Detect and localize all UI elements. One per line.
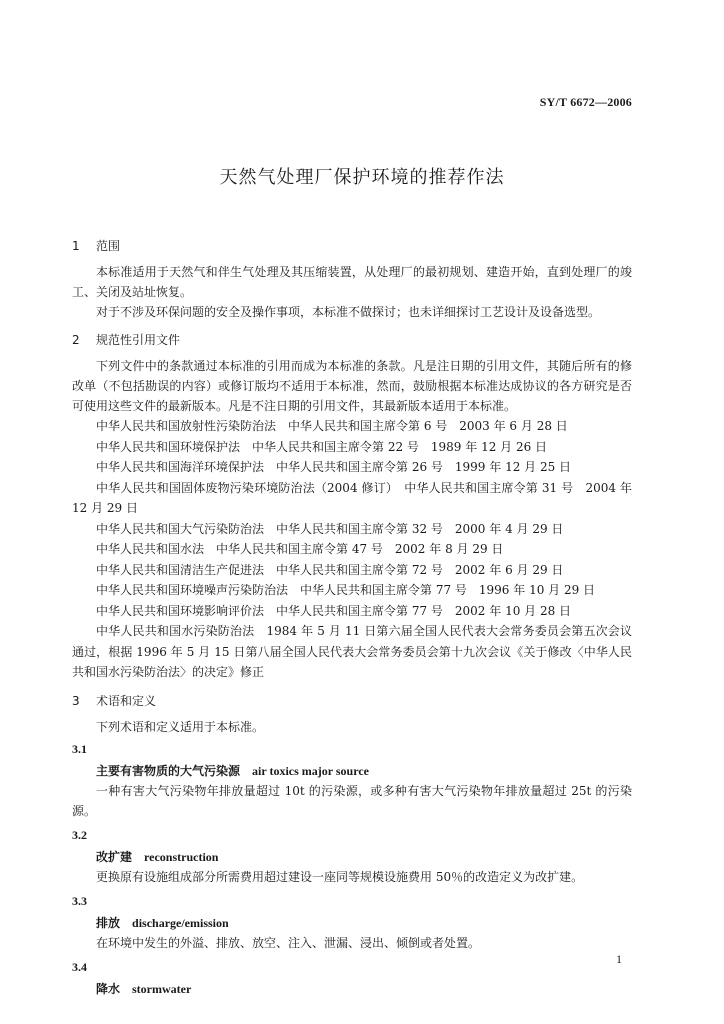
reference-item: 中华人民共和国水污染防治法 1984 年 5 月 11 日第六届全国人民代表大会常务委员会第五次会议通过，根据 1996 年 5 月 15 日第八届全国人民代表大会常务委员会第十九次会议《关于修改〈中华人民共和国水污染防治法〉的决定》修正 <box>72 624 632 679</box>
section-number: 3 <box>72 693 80 708</box>
term-name-en: air toxics major source <box>252 763 369 778</box>
term-name <box>72 761 632 781</box>
section-3-intro: 下列术语和定义适用于本标准。 <box>96 719 265 734</box>
section-1-paragraph: 对于不涉及环保问题的安全及操作事项，本标准不做探讨；也未详细探讨工艺设计及设备选型。 <box>96 305 601 319</box>
term-entry <box>72 825 632 887</box>
reference-item: 中华人民共和国清洁生产促进法 中华人民共和国主席令第 72 号 2002 年 6 月 29 日 <box>96 562 564 577</box>
term-number: 3.2 <box>72 827 87 842</box>
section-2-intro: 下列文件中的条款通过本标准的引用而成为本标准的条款。凡是注日期的引用文件，其随后所有的修改单（不包括勘误的内容）或修订版均不适用于本标准，然而，鼓励根据本标准达成协议的各方研究是否可使用这些文件的最新版本。凡是不注日期的引用文件，其最新版本适用于本标准。 <box>72 359 632 413</box>
term-definition: 更换原有设施组成部分所需费用超过建设一座同等规模设施费用 50％的改造定义为改扩建。 <box>96 869 584 884</box>
term-entry <box>72 739 632 821</box>
reference-item: 中华人民共和国放射性污染防治法 中华人民共和国主席令第 6 号 2003 年 6 月 28 日 <box>96 419 568 433</box>
reference-item: 中华人民共和国水法 中华人民共和国主席令第 47 号 2002 年 8 月 29 日 <box>96 542 504 556</box>
reference-item: 中华人民共和国大气污染防治法 中华人民共和国主席令第 32 号 2000 年 4 月 29 日 <box>96 521 564 536</box>
term-name-zh: 改扩建 <box>96 849 133 864</box>
section-number: 1 <box>72 239 80 253</box>
section-title: 范围 <box>96 239 121 253</box>
term-name-zh: 排放 <box>96 915 121 930</box>
document-title: 天然气处理厂保护环境的推荐作法 <box>219 167 505 188</box>
section-2-heading <box>72 330 632 350</box>
term-name-zh: 主要有害物质的大气污染源 <box>96 763 241 778</box>
page-number: 1 <box>616 952 622 966</box>
section-number: 2 <box>72 333 80 347</box>
section-title: 术语和定义 <box>96 693 157 708</box>
document-body <box>72 232 632 999</box>
term-number: 3.3 <box>72 893 87 908</box>
term-name-en: discharge/emission <box>132 915 229 930</box>
term-name <box>72 913 632 933</box>
section-title: 规范性引用文件 <box>96 333 181 347</box>
term-name <box>72 847 632 867</box>
term-number: 3.4 <box>72 959 87 974</box>
standard-code: SY/T 6672—2006 <box>539 95 632 109</box>
reference-item: 中华人民共和国环境噪声污染防治法 中华人民共和国主席令第 77 号 1996 年 10 月 29 日 <box>96 583 596 597</box>
reference-item: 中华人民共和国环境保护法 中华人民共和国主席令第 22 号 1989 年 12 月 26 日 <box>96 439 548 454</box>
term-name-zh: 降水 <box>96 981 121 996</box>
term-definition: 一种有害大气污染物年排放量超过 10t 的污染源，或多种有害大气污染物年排放量超过 25t 的污染源。 <box>72 783 632 818</box>
section-1-heading <box>72 236 632 256</box>
term-name-en: stormwater <box>132 981 192 996</box>
reference-item: 中华人民共和国海洋环境保护法 中华人民共和国主席令第 26 号 1999 年 12 月 25 日 <box>96 460 572 474</box>
term-entry <box>72 957 632 999</box>
term-number: 3.1 <box>72 741 87 756</box>
section-3-heading <box>72 691 632 711</box>
reference-item: 中华人民共和国环境影响评价法 中华人民共和国主席令第 77 号 2002 年 10 月 28 日 <box>96 603 572 618</box>
term-name-en: reconstruction <box>144 849 219 864</box>
section-1-paragraph: 本标准适用于天然气和伴生气处理及其压缩装置，从处理厂的最初规划、建造开始，直到处理厂的竣工、关闭及站址恢复。 <box>72 265 632 299</box>
term-name <box>72 979 632 999</box>
term-definition: 在环境中发生的外溢、排放、放空、注入、泄漏、浸出、倾倒或者处置。 <box>96 935 481 950</box>
term-entry <box>72 891 632 953</box>
reference-item: 中华人民共和国固体废物污染环境防治法（2004 修订） 中华人民共和国主席令第 31 号 2004 年 12 月 29 日 <box>72 480 632 515</box>
